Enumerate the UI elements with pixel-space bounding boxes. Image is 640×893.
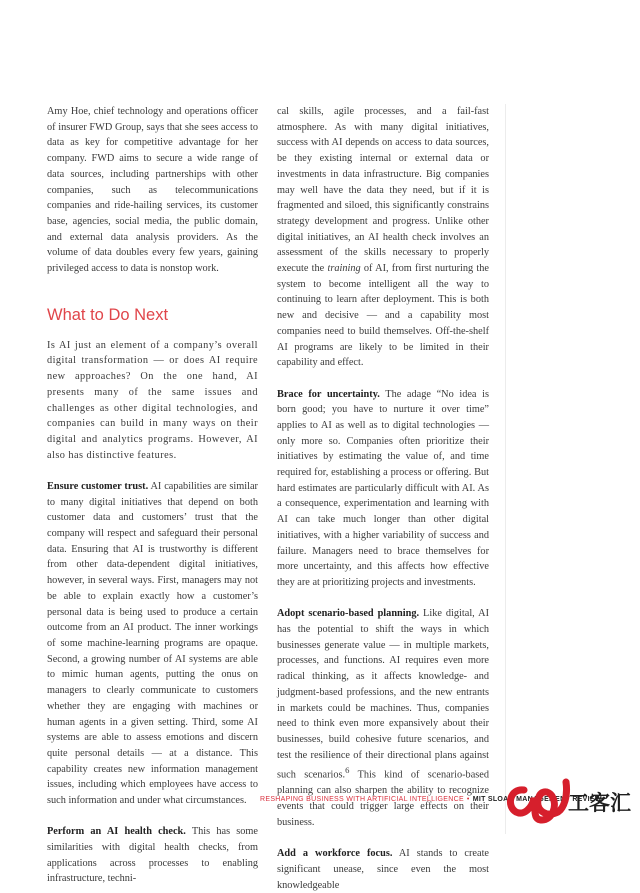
health-check-paragraph bbox=[47, 824, 258, 887]
health-check-body: This has some similarities with digital health checks, from applications across processes to enabling infrastructure, techni- bbox=[47, 826, 258, 885]
footnote-marker[interactable]: 6 bbox=[345, 765, 350, 776]
workforce-paragraph bbox=[277, 846, 489, 893]
watermark-logo bbox=[502, 768, 640, 826]
health-check-lead: Perform an AI health check. bbox=[47, 826, 186, 838]
watermark-swirl-icon bbox=[502, 768, 572, 826]
section-heading: What to Do Next bbox=[47, 305, 169, 324]
footer-publication: MIT SLOAN MANAGEMENT REVIEW bbox=[472, 796, 602, 803]
margin-rule bbox=[505, 104, 506, 834]
health-check-continued-paragraph bbox=[277, 104, 489, 371]
scenario-planning-body-b: This kind of scenario-based planning can also sharpen the ability to recognize events that could trigger large effects on their business. bbox=[277, 769, 489, 828]
workforce-lead: Add a workforce focus. bbox=[277, 848, 393, 860]
watermark-text: 工客汇 bbox=[568, 791, 631, 815]
customer-trust-body: AI capabilities are similar to many digital initiatives that depend on both customer data and customers’ trust that the company will respect and safeguard their personal data. Ensuring that AI is trustworthy is different from other data-dependent digital initiatives, however, in several ways. First, managers may not be able to explain exactly how a customer’s personal data is being used to produce a certain outcome from an AI product. The inner workings of some machine-learning programs are opaque. Second, a growing number of AI systems are able to mimic human agents, putting the onus on managers to clearly communicate to customers whether they are engaging with machines or human agents in a given setting. Third, some AI systems are able to assess emotions and discern quite personal details — at a distance. This capability creates new information management issues, including which employees have access to such information and under what circumstances. bbox=[47, 480, 258, 807]
workforce-body: AI stands to create significant unease, since even the most knowledgeable bbox=[277, 848, 489, 891]
uncertainty-lead: Brace for uncertainty. bbox=[277, 388, 380, 400]
footer-separator: • bbox=[466, 796, 470, 803]
right-column bbox=[277, 104, 489, 893]
section-intro-paragraph: Is AI just an element of a company’s overall digital transformation — or does AI require new approaches? On the one hand, AI presents many of the same issues and challenges as other digital technologies, and companies can build in many ways on their digital and analytics programs. However, AI also has distinctive features. bbox=[47, 339, 258, 461]
customer-trust-paragraph bbox=[47, 479, 258, 809]
health-check-continued-b: of AI, from first nurturing the system to become intelligent all the way to continuing to learn after deployment. This is both new and decisive — and a capability most companies need to build themselves. Off-the-shelf AI programs are likely to be limited in their capability and effect. bbox=[277, 263, 489, 369]
footer-report-title: RESHAPING BUSINESS WITH ARTIFICIAL INTELLIGENCE bbox=[260, 796, 464, 803]
customer-trust-lead: Ensure customer trust. bbox=[47, 480, 149, 492]
health-check-continued-a: cal skills, agile processes, and a fail-fast atmosphere. As with many digital initiatives, success with AI depends on access to data sources, be they existing internal or external data or investments in data infrastructure. Big companies may well have the data they need, but if it is fragmented and siloed, this significantly constrains strategy development and progress. Unlike other digital initiatives, an AI health check involves an assessment of the skills necessary to properly execute the bbox=[277, 106, 489, 275]
training-emphasis: training bbox=[327, 263, 361, 275]
uncertainty-paragraph bbox=[277, 387, 489, 591]
left-column bbox=[47, 104, 258, 887]
scenario-planning-lead: Adopt scenario-based planning. bbox=[277, 608, 420, 620]
intro-paragraph: Amy Hoe, chief technology and operations officer of insurer FWD Group, says that she sees access to data as key for competitive advantage for her company. FWD aims to secure a wide range of data sources, including partnerships with other companies, such as telecommunications companies and ride-hailing services, its customer base, agencies, social media, the public domain, and external data analysis providers. As the volume of data doubles every few years, gaining privileged access to data is nonstop work. bbox=[47, 106, 258, 275]
uncertainty-body: The adage “No idea is born good; you have to nurture it over time” applies to AI as well as to digital technologies — only more so. Companies often prioritize their initiatives by estimating the value of, and time required for, establishing a process or offering. But hard estimates are particularly difficult with AI. As a consequence, experimentation and learning with AI can take much longer than other digital initiatives, with a higher variability of success and failure. Managers need to brace themselves for more uncertainty, and this affects how effective they are at prioritizing projects and investments. bbox=[277, 388, 490, 588]
scenario-planning-body-a: Like digital, AI has the potential to shift the ways in which businesses generate value — in multiple markets, processes, and functions. AI requires even more radical thinking, as it affects knowledge- and judgment-based professions, and the new entrants in markets could be machines. Thus, companies need to think even more expansively about their businesses, build cohesive future scenarios, and test the resilience of their directional plans against such scenarios. bbox=[277, 608, 490, 781]
